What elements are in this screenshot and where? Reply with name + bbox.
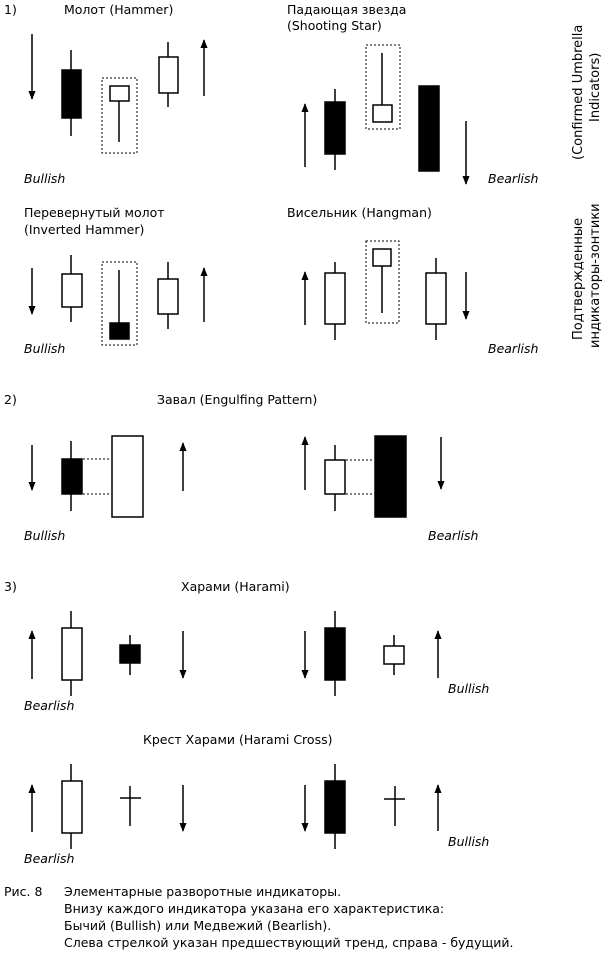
- bearish-candle: [325, 628, 345, 680]
- harami-cross-signal-left: Bearlish: [24, 851, 75, 866]
- harami-signal-right: Bullish: [448, 681, 490, 696]
- harami-candle: [120, 645, 140, 663]
- hangman-pattern: [305, 241, 466, 340]
- bullish-engulfing-pattern: [32, 436, 183, 517]
- side-label-line3: Подтвержденные: [571, 217, 586, 340]
- bullish-candle: [159, 57, 178, 93]
- bullish-candle: [62, 628, 82, 680]
- hammer-title: Молот (Hammer): [64, 2, 174, 17]
- side-label-line1: (Confirmed Umbrella: [571, 24, 586, 160]
- harami-cross-signal-right: Bullish: [448, 834, 490, 849]
- caption-label: Рис. 8: [4, 884, 43, 899]
- bearish-harami-cross-pattern: [32, 764, 183, 849]
- hammer-pattern: [32, 34, 204, 153]
- inverted-hammer-title-line1: Перевернутый молот: [24, 205, 165, 220]
- bearish-harami-pattern: [32, 611, 183, 696]
- bullish-candle: [325, 460, 345, 494]
- bullish-candle: [158, 279, 178, 314]
- bearish-engulfing-pattern: [305, 436, 441, 517]
- bullish-harami-cross-pattern: [305, 764, 438, 849]
- bullish-candle: [62, 781, 82, 833]
- inverted-hammer-candle: [110, 323, 129, 339]
- hangman-title: Висельник (Hangman): [287, 205, 432, 220]
- bearish-candle: [62, 70, 81, 118]
- section-2-number: 2): [4, 392, 17, 407]
- section-3-number: 3): [4, 579, 17, 594]
- bullish-candle: [325, 273, 345, 324]
- inverted-hammer-title-line2: (Inverted Hammer): [24, 222, 145, 237]
- caption-line-2: Внизу каждого индикатора указана его характеристика:: [64, 901, 445, 916]
- engulfing-candle: [375, 436, 406, 517]
- inverted-hammer-signal: Bullish: [24, 341, 66, 356]
- hammer-signal: Bullish: [24, 171, 66, 186]
- caption-line-4: Слева стрелкой указан предшествующий тренд, справа - будущий.: [64, 935, 514, 950]
- side-label-line4: индикаторы-зонтики: [588, 203, 603, 348]
- bearish-candle: [62, 274, 82, 307]
- section-1-number: 1): [4, 2, 17, 17]
- engulfing-title: Завал (Engulfing Pattern): [157, 392, 318, 407]
- bearish-candle: [426, 273, 446, 324]
- shooting-star-title-line2: (Shooting Star): [287, 18, 382, 33]
- shooting-star-candle: [373, 105, 392, 122]
- caption-line-1: Элементарные разворотные индикаторы.: [64, 884, 342, 899]
- bullish-candle: [325, 102, 345, 154]
- bearish-candle: [419, 86, 439, 171]
- shooting-star-signal: Bearlish: [488, 171, 539, 186]
- harami-candle: [384, 646, 404, 664]
- bearish-candle: [325, 781, 345, 833]
- inverted-hammer-pattern: [32, 255, 204, 345]
- caption-line-3: Бычий (Bullish) или Медвежий (Bearlish).: [64, 918, 332, 933]
- hammer-candle: [110, 86, 129, 101]
- harami-signal-left: Bearlish: [24, 698, 75, 713]
- hangman-signal: Bearlish: [488, 341, 539, 356]
- bullish-harami-pattern: [305, 611, 438, 696]
- harami-title: Харами (Harami): [181, 579, 290, 594]
- shooting-star-pattern: [305, 45, 466, 184]
- harami-cross-title: Крест Харами (Harami Cross): [143, 732, 333, 747]
- side-label-line2: Indicators): [588, 52, 603, 122]
- shooting-star-title-line1: Падающая звезда: [287, 2, 407, 17]
- engulfing-signal-left: Bullish: [24, 528, 66, 543]
- bearish-candle: [62, 459, 82, 494]
- engulfing-candle: [112, 436, 143, 517]
- engulfing-signal-right: Bearlish: [428, 528, 479, 543]
- hangman-candle: [373, 249, 391, 266]
